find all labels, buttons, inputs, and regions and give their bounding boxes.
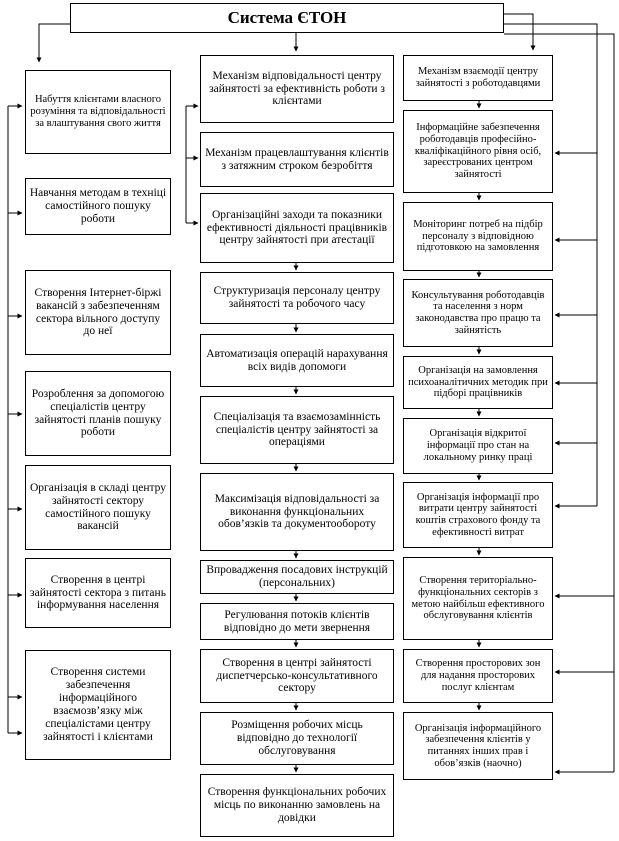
right-box-2: Інформаційне забезпечення роботодавців професійно-кваліфікаційного рівня осіб, зареєстрованих центром зайнятості [403,110,553,193]
right-box-8: Створення територіально-функціональних секторів з метою найбільш ефективного обслуговування клієнтів [403,557,553,640]
right-box-6: Організація відкритої інформації про стан на локальному ринку праці [403,418,553,474]
middle-box-4: Структуризація персоналу центру зайнятості та робочого часу [200,272,394,324]
middle-box-1: Механізм відповідальності центру зайнятості за ефективність роботи з клієнтами [200,55,394,123]
left-box-7: Створення системи забезпечення інформаційного взаємозв’язку між спеціалістами центру зайнятості і клієнтами [25,650,171,760]
right-box-4: Консультування роботодавців та населення з норм законодавства про працю та зайнятість [403,279,553,347]
right-box-5: Організація на замовлення психоаналітичних методик при підборі працівників [403,356,553,409]
left-box-5: Організація в складі центру зайнятості сектору самостійного пошуку вакансій [25,465,171,550]
right-box-3: Моніторинг потреб на підбір персоналу з відповідною підготовкою на замовлення [403,202,553,271]
middle-box-3: Організаційні заходи та показники ефективності діяльності працівників центру зайнятості при атестації [200,193,394,263]
middle-box-10: Створення в центрі зайнятості диспетчерсько-консультативного сектору [200,649,394,703]
left-box-3: Створення Інтернет-біржі вакансій з забезпеченням сектора вільного доступу до неї [25,270,171,355]
middle-box-2: Механізм працевлаштування клієнтів з затяжним строком безробіття [200,132,394,187]
middle-box-7: Максимізація відповідальності за виконання функціональних обов’язків та документообороту [200,473,394,551]
left-box-2: Навчання методам в техніці самостійного пошуку роботи [25,178,171,235]
left-box-6: Створення в центрі зайнятості сектора з питань інформування населення [25,558,171,628]
right-box-7: Організація інформації про витрати центру зайнятості коштів страхового фонду та ефективності витрат [403,482,553,548]
left-box-1: Набуття клієнтами власного розуміння та відповідальності за влаштування свого життя [25,70,171,154]
right-box-9: Створення просторових зон для надання просторових послуг клієнтам [403,649,553,703]
left-box-4: Розроблення за допомогою спеціалістів центру зайнятості планів пошуку роботи [25,371,171,456]
middle-box-9: Регулювання потоків клієнтів відповідно до мети звернення [200,603,394,640]
middle-box-5: Автоматизація операцій нарахування всіх видів допомоги [200,334,394,387]
middle-box-12: Створення функціональних робочих місць по виконанню замовлень на довідки [200,774,394,837]
right-box-1: Механізм взаємодії центру зайнятості з роботодавцями [403,55,553,101]
page-title: Система ЄТОН [70,3,504,33]
right-box-10: Організація інформаційного забезпечення клієнтів у питаннях інших прав і обов’язків (наочно) [403,712,553,780]
middle-box-11: Розміщення робочих місць відповідно до технології обслуговування [200,712,394,765]
middle-box-6: Спеціалізація та взаємозамінність спеціалістів центру зайнятості за операціями [200,396,394,464]
middle-box-8: Впровадження посадових інструкцій (персональних) [200,560,394,594]
